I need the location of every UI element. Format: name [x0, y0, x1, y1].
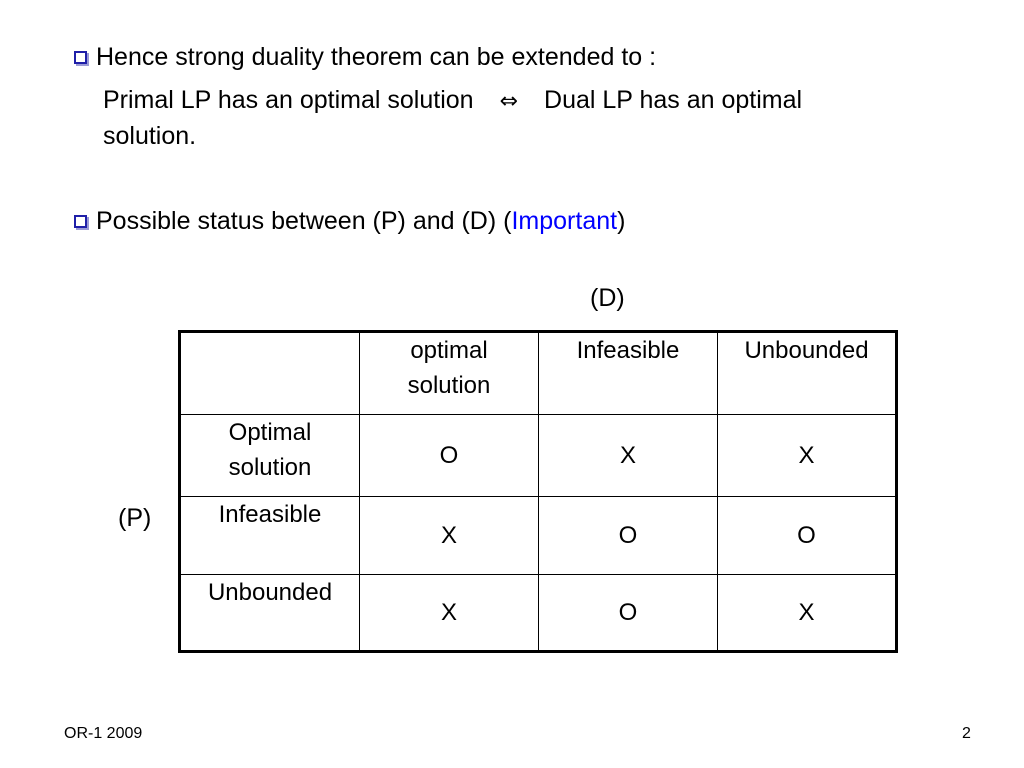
bullet-2-text-end: ) — [617, 207, 626, 235]
row-label-infeasible: Infeasible — [180, 497, 360, 575]
header-cell-unbounded: Unbounded — [718, 332, 897, 415]
table-cell: O — [539, 497, 718, 575]
hollow-square-bullet-icon — [74, 215, 87, 228]
row-label-unbounded: Unbounded — [180, 575, 360, 652]
table-row — [180, 497, 897, 575]
header-cell-infeasible: Infeasible — [539, 332, 718, 415]
table-cell: X — [539, 415, 718, 497]
table-cell: O — [360, 415, 539, 497]
statement-left: Primal LP has an optimal solution — [103, 86, 474, 114]
duality-statement — [103, 83, 802, 119]
important-highlight: Important — [511, 207, 618, 235]
dual-axis-label: (D) — [590, 284, 625, 312]
header-cell-optimal-solution: optimal solution — [360, 332, 539, 415]
table-cell: X — [360, 575, 539, 652]
page-number: 2 — [962, 725, 971, 742]
footer-course-label: OR-1 2009 — [64, 725, 143, 742]
table-cell: O — [539, 575, 718, 652]
table-cell: X — [718, 575, 897, 652]
statement-right: Dual LP has an optimal — [544, 86, 803, 114]
table-cell: X — [718, 415, 897, 497]
double-arrow-icon: ⇔ — [499, 89, 519, 114]
row-label-optimal-solution: Optimal solution — [180, 415, 360, 497]
bullet-1-text: Hence strong duality theorem can be extended to : — [96, 43, 657, 71]
table-cell: X — [360, 497, 539, 575]
table-header-row — [180, 332, 897, 415]
table-row — [180, 575, 897, 652]
hollow-square-bullet-icon — [74, 51, 87, 64]
duality-statement-continuation: solution. — [103, 122, 197, 150]
header-corner-cell — [180, 332, 360, 415]
primal-axis-label: (P) — [118, 504, 152, 532]
table-row — [180, 415, 897, 497]
bullet-2 — [74, 206, 625, 236]
bullet-2-text: Possible status between (P) and (D) ( — [96, 207, 512, 235]
primal-dual-status-table — [178, 330, 898, 653]
bullet-1 — [74, 42, 656, 72]
table-cell: O — [718, 497, 897, 575]
